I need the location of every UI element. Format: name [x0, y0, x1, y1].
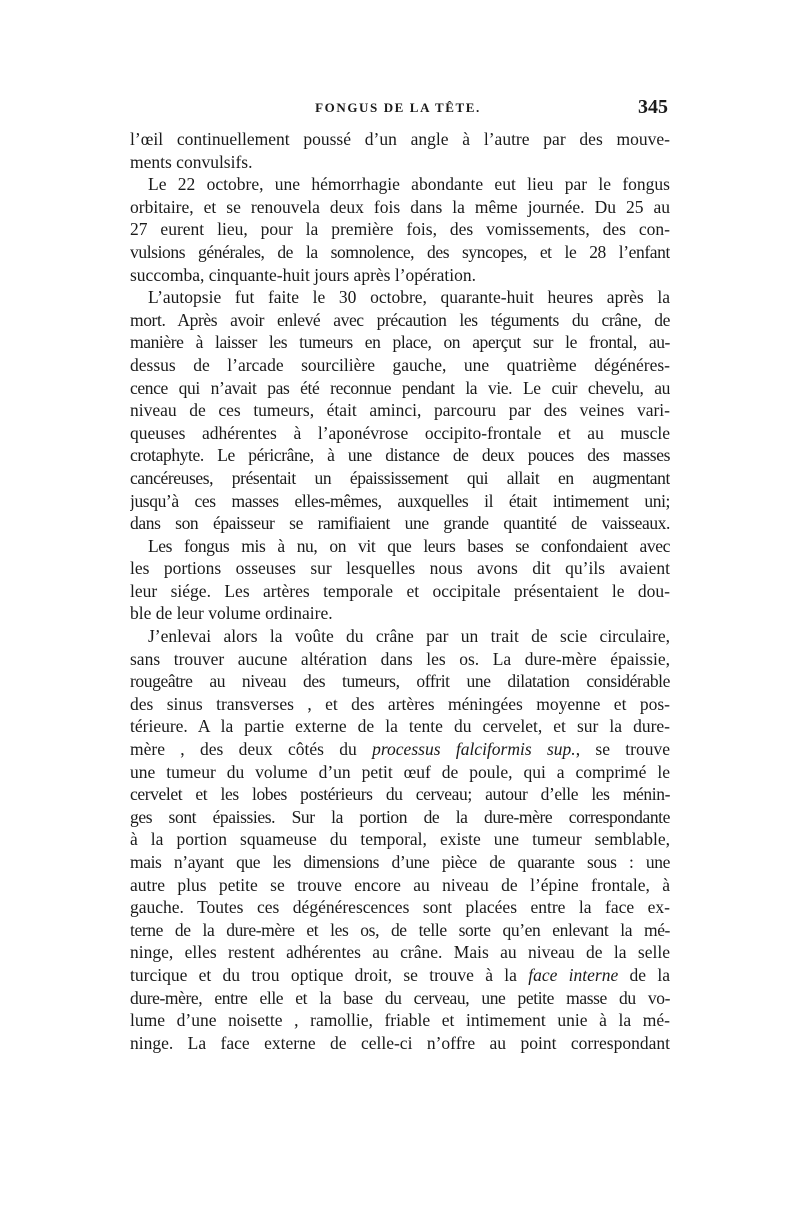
text-segment: turcique et du trou optique droit, se trouve à la	[130, 964, 529, 985]
text-segment: mère , des deux côtés du	[130, 739, 373, 760]
text-line: gauche. Toutes ces dégénérescences sont placées entre la face ex-	[130, 897, 670, 918]
text-line: J’enlevai alors la voûte du crâne par un trait de scie circulaire,	[148, 626, 670, 647]
text-line: succomba, cinquante-huit jours après l’opération.	[130, 264, 477, 285]
text-line: l’œil continuellement poussé d’un angle à l’autre par des mouve-	[130, 129, 670, 149]
text-line: dessus de l’arcade sourcilière gauche, une quatrième dégénéres-	[130, 354, 670, 375]
text-line: mais n’ayant que les dimensions d’une pièce de quarante sous : une	[130, 852, 670, 872]
text-line: mort. Après avoir enlevé avec précaution les téguments du crâne, de	[130, 309, 670, 330]
italic-term: processus falciformis sup.	[372, 739, 576, 760]
text-line: les portions osseuses sur lesquelles nous avons dit qu’ils avaient	[130, 558, 670, 579]
text-line: leur siége. Les artères temporale et occipitale présentaient le dou-	[130, 580, 670, 601]
text-line: cancéreuses, présentait un épaississement qui allait en augmentant	[130, 467, 670, 488]
text-line: dure-mère, entre elle et la base du cerveau, une petite masse du vo-	[130, 987, 670, 1008]
text-line: niveau de ces tumeurs, était aminci, parcouru par des veines vari-	[130, 400, 670, 421]
text-line: crotaphyte. Le péricrâne, à une distance de deux pouces des masses	[130, 445, 670, 466]
text-line: manière à laisser les tumeurs en place, on aperçut sur le frontal, au-	[130, 332, 670, 353]
text-line-with-italic	[130, 738, 670, 761]
text-segment: , se trouve	[575, 739, 670, 760]
text-line: ges sont épaissies. Sur la portion de la dure-mère correspondante	[130, 806, 670, 827]
text-line: des sinus transverses , et des artères méningées moyenne et pos-	[130, 693, 670, 714]
page-number: 345	[638, 96, 668, 118]
running-title: FONGUS DE LA TÊTE.	[315, 100, 481, 115]
text-line: ments convulsifs.	[130, 151, 253, 172]
text-line: une tumeur du volume d’un petit œuf de poule, qui a comprimé le	[130, 761, 670, 782]
text-line: L’autopsie fut faite le 30 octobre, quarante-huit heures après la	[148, 287, 670, 308]
text-line: Le 22 octobre, une hémorrhagie abondante eut lieu par le fongus	[148, 174, 670, 195]
text-line: 27 eurent lieu, pour la première fois, des vomissements, des con-	[130, 219, 670, 240]
running-head	[128, 96, 668, 122]
italic-term: face interne	[528, 964, 619, 985]
text-segment: de la	[618, 964, 670, 985]
text-line: vulsions générales, de la somnolence, des syncopes, et le 28 l’enfant	[130, 241, 670, 262]
text-line: dans son épaisseur se ramifiaient une grande quantité de vaisseaux.	[130, 513, 670, 534]
text-line: jusqu’à ces masses elles-mêmes, auxquelles il était intimement uni;	[130, 490, 670, 511]
text-line: lume d’une noisette , ramollie, friable et intimement unie à la mé-	[130, 1010, 670, 1031]
text-line: cervelet et les lobes postérieurs du cerveau; autour d’elle les ménin-	[130, 784, 670, 805]
text-line: orbitaire, et se renouvela deux fois dans la même journée. Du 25 au	[130, 196, 670, 217]
text-line: ninge. La face externe de celle-ci n’offre au point correspondant	[130, 1032, 670, 1053]
body-text	[130, 128, 670, 1054]
text-line: à la portion squameuse du temporal, existe une tumeur semblable,	[130, 829, 670, 850]
text-line: cence qui n’avait pas été reconnue pendant la vie. Le cuir chevelu, au	[130, 377, 670, 398]
text-line: ninge, elles restent adhérentes au crâne. Mais au niveau de la selle	[130, 942, 670, 963]
text-line-with-italic	[130, 964, 670, 987]
text-line: Les fongus mis à nu, on vit que leurs bases se confondaient avec	[148, 535, 670, 556]
text-line: rougeâtre au niveau des tumeurs, offrit une dilatation considérable	[130, 671, 670, 692]
text-line: terne de la dure-mère et les os, de telle sorte qu’en enlevant la mé-	[130, 919, 670, 940]
text-line: térieure. A la partie externe de la tente du cervelet, et sur la dure-	[130, 716, 670, 737]
text-line: sans trouver aucune altération dans les os. La dure-mère épaissie,	[130, 648, 670, 669]
text-line: autre plus petite se trouve encore au niveau de l’épine frontale, à	[130, 874, 670, 895]
text-line: ble de leur volume ordinaire.	[130, 603, 333, 624]
text-line: queuses adhérentes à l’aponévrose occipito-frontale et au muscle	[130, 422, 670, 443]
